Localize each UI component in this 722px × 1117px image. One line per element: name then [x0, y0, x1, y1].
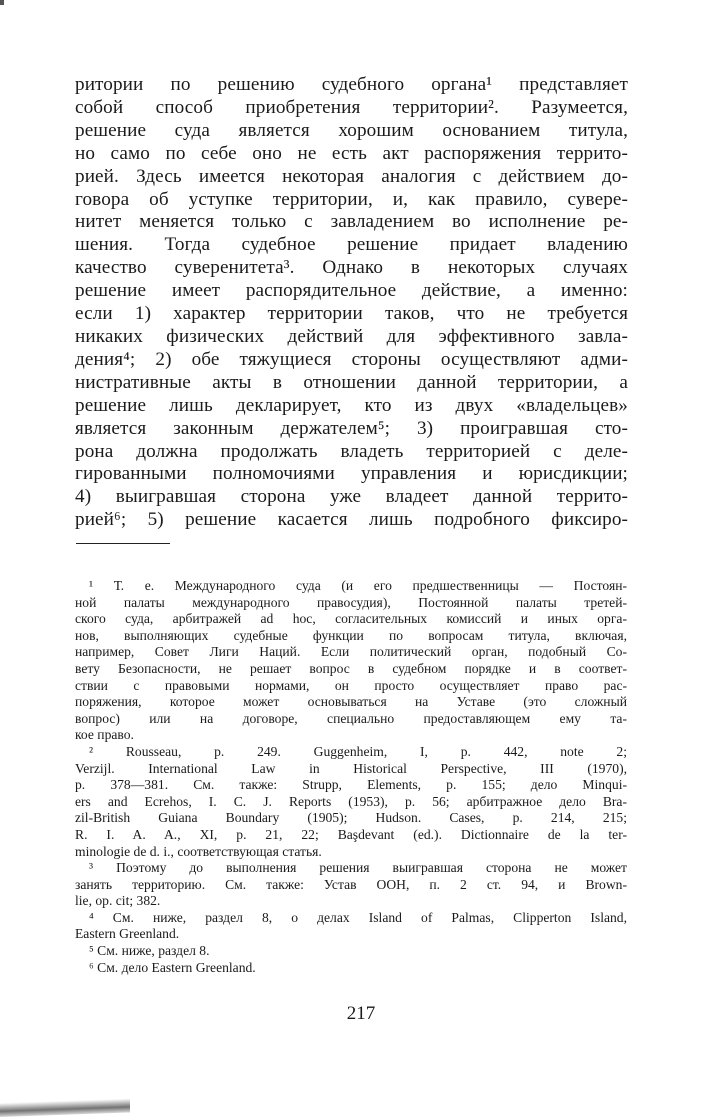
footnote-line: занять территорию. См. также: Устав ООН, п. 2 ст. 94, и Brown-	[75, 876, 627, 892]
text-line: решение суда является хорошим основанием титула,	[75, 119, 628, 141]
text-line: ритории по решению судебного органа¹ представляет	[75, 74, 628, 95]
page-number: 217	[346, 1003, 376, 1024]
footnote-line: вопрос) или на договоре, специально предоставляющем ему та-	[75, 710, 627, 726]
text-line: нистративные акты в отношении данной территории, а	[75, 371, 628, 393]
text-line: шения. Тогда судебное решение придает владению	[75, 234, 628, 256]
main-text-block	[75, 74, 628, 532]
text-line: но само по себе оно не есть акт распоряжения террито-	[75, 142, 628, 164]
footnotes-block	[75, 578, 627, 976]
scan-corner-mark	[0, 0, 4, 5]
footnote-line: ² Rousseau, p. 249. Guggenheim, I, p. 442, note 2;	[89, 743, 627, 759]
footnote-separator	[76, 543, 170, 544]
footnote-line: вету Безопасности, не решает вопрос в судебном порядке и в соответ-	[75, 660, 627, 676]
footnote-line: ¹ Т. е. Международного суда (и его предшественницы — Постоян-	[89, 578, 627, 593]
text-line: качество суверенитета³. Однако в некоторых случаях	[75, 257, 628, 279]
footnote-line: p. 378—381. См. также: Strupp, Elements, p. 155; дело Minqui-	[75, 777, 627, 793]
text-line: никаких физических действий для эффективного завла-	[75, 325, 628, 347]
footnote-line: R. I. A. A., XI, p. 21, 22; Başdevant (ed.). Dictionnaire de la ter-	[75, 826, 627, 842]
footnote-line: zil-British Guiana Boundary (1905); Hudson. Cases, p. 214, 215;	[75, 810, 627, 826]
footnote-line: ⁵ См. ниже, раздел 8.	[89, 943, 210, 959]
footnote-line: lie, op. cit; 382.	[75, 893, 161, 909]
text-line: гированными полномочиями управления и юрисдикции;	[75, 463, 628, 485]
footnote-line: кое право.	[75, 727, 134, 743]
footnote-line: например, Совет Лиги Наций. Если политический орган, подобный Со-	[75, 644, 627, 660]
footnote-line: ствии с правовыми нормами, он просто осуществляет право рас-	[75, 677, 627, 693]
text-line: дения⁴; 2) обе тяжущиеся стороны осуществляют адми-	[75, 348, 628, 370]
text-line: если 1) характер территории таков, что не требуется	[75, 303, 628, 325]
footnote-line: ной палаты международного правосудия), Постоянной палаты третей-	[75, 594, 627, 610]
footnote-line: Eastern Greenland.	[75, 926, 180, 942]
text-line: решение лишь декларирует, кто из двух «владельцев»	[75, 394, 628, 416]
footnote-line: ⁶ См. дело Eastern Greenland.	[89, 959, 256, 975]
text-line: рона должна продолжать владеть территорией с деле-	[75, 440, 628, 462]
text-line: говора об уступке территории, и, как правило, сувере-	[75, 188, 628, 210]
footnote-line: ⁴ См. ниже, раздел 8, о делах Island of Palmas, Clipperton Island,	[89, 909, 627, 925]
text-line: собой способ приобретения территории². Разумеется,	[75, 96, 628, 118]
text-line: рией⁶; 5) решение касается лишь подробного фиксиро-	[75, 509, 628, 531]
text-line: является законным держателем⁵; 3) проигравшая сто-	[75, 417, 628, 439]
footnote-line: ers and Ecrehos, I. C. J. Reports (1953), p. 56; арбитражное дело Bra-	[75, 793, 627, 809]
text-line: решение имеет распорядительное действие, а именно:	[75, 280, 628, 302]
scan-shadow	[0, 1098, 130, 1117]
footnote-line: minologie de d. i., соответствующая статья.	[75, 843, 322, 859]
footnote-line: Verzijl. International Law in Historical Perspective, III (1970),	[75, 760, 627, 776]
footnote-line: ского суда, арбитражей ad hoc, согласительных комиссий и иных орга-	[75, 611, 627, 627]
footnote-line: ³ Поэтому до выполнения решения выигравшая сторона не может	[89, 860, 627, 876]
footnote-line: поряжения, которое может основываться на Уставе (это сложный	[75, 694, 627, 710]
text-line: нитет меняется только с завладением во исполнение ре-	[75, 211, 628, 233]
text-line: рией. Здесь имеется некоторая аналогия с действием до-	[75, 165, 628, 187]
text-line: 4) выигравшая сторона уже владеет данной террито-	[75, 486, 628, 508]
footnote-line: нов, выполняющих судебные функции по вопросам титула, включая,	[75, 627, 627, 643]
